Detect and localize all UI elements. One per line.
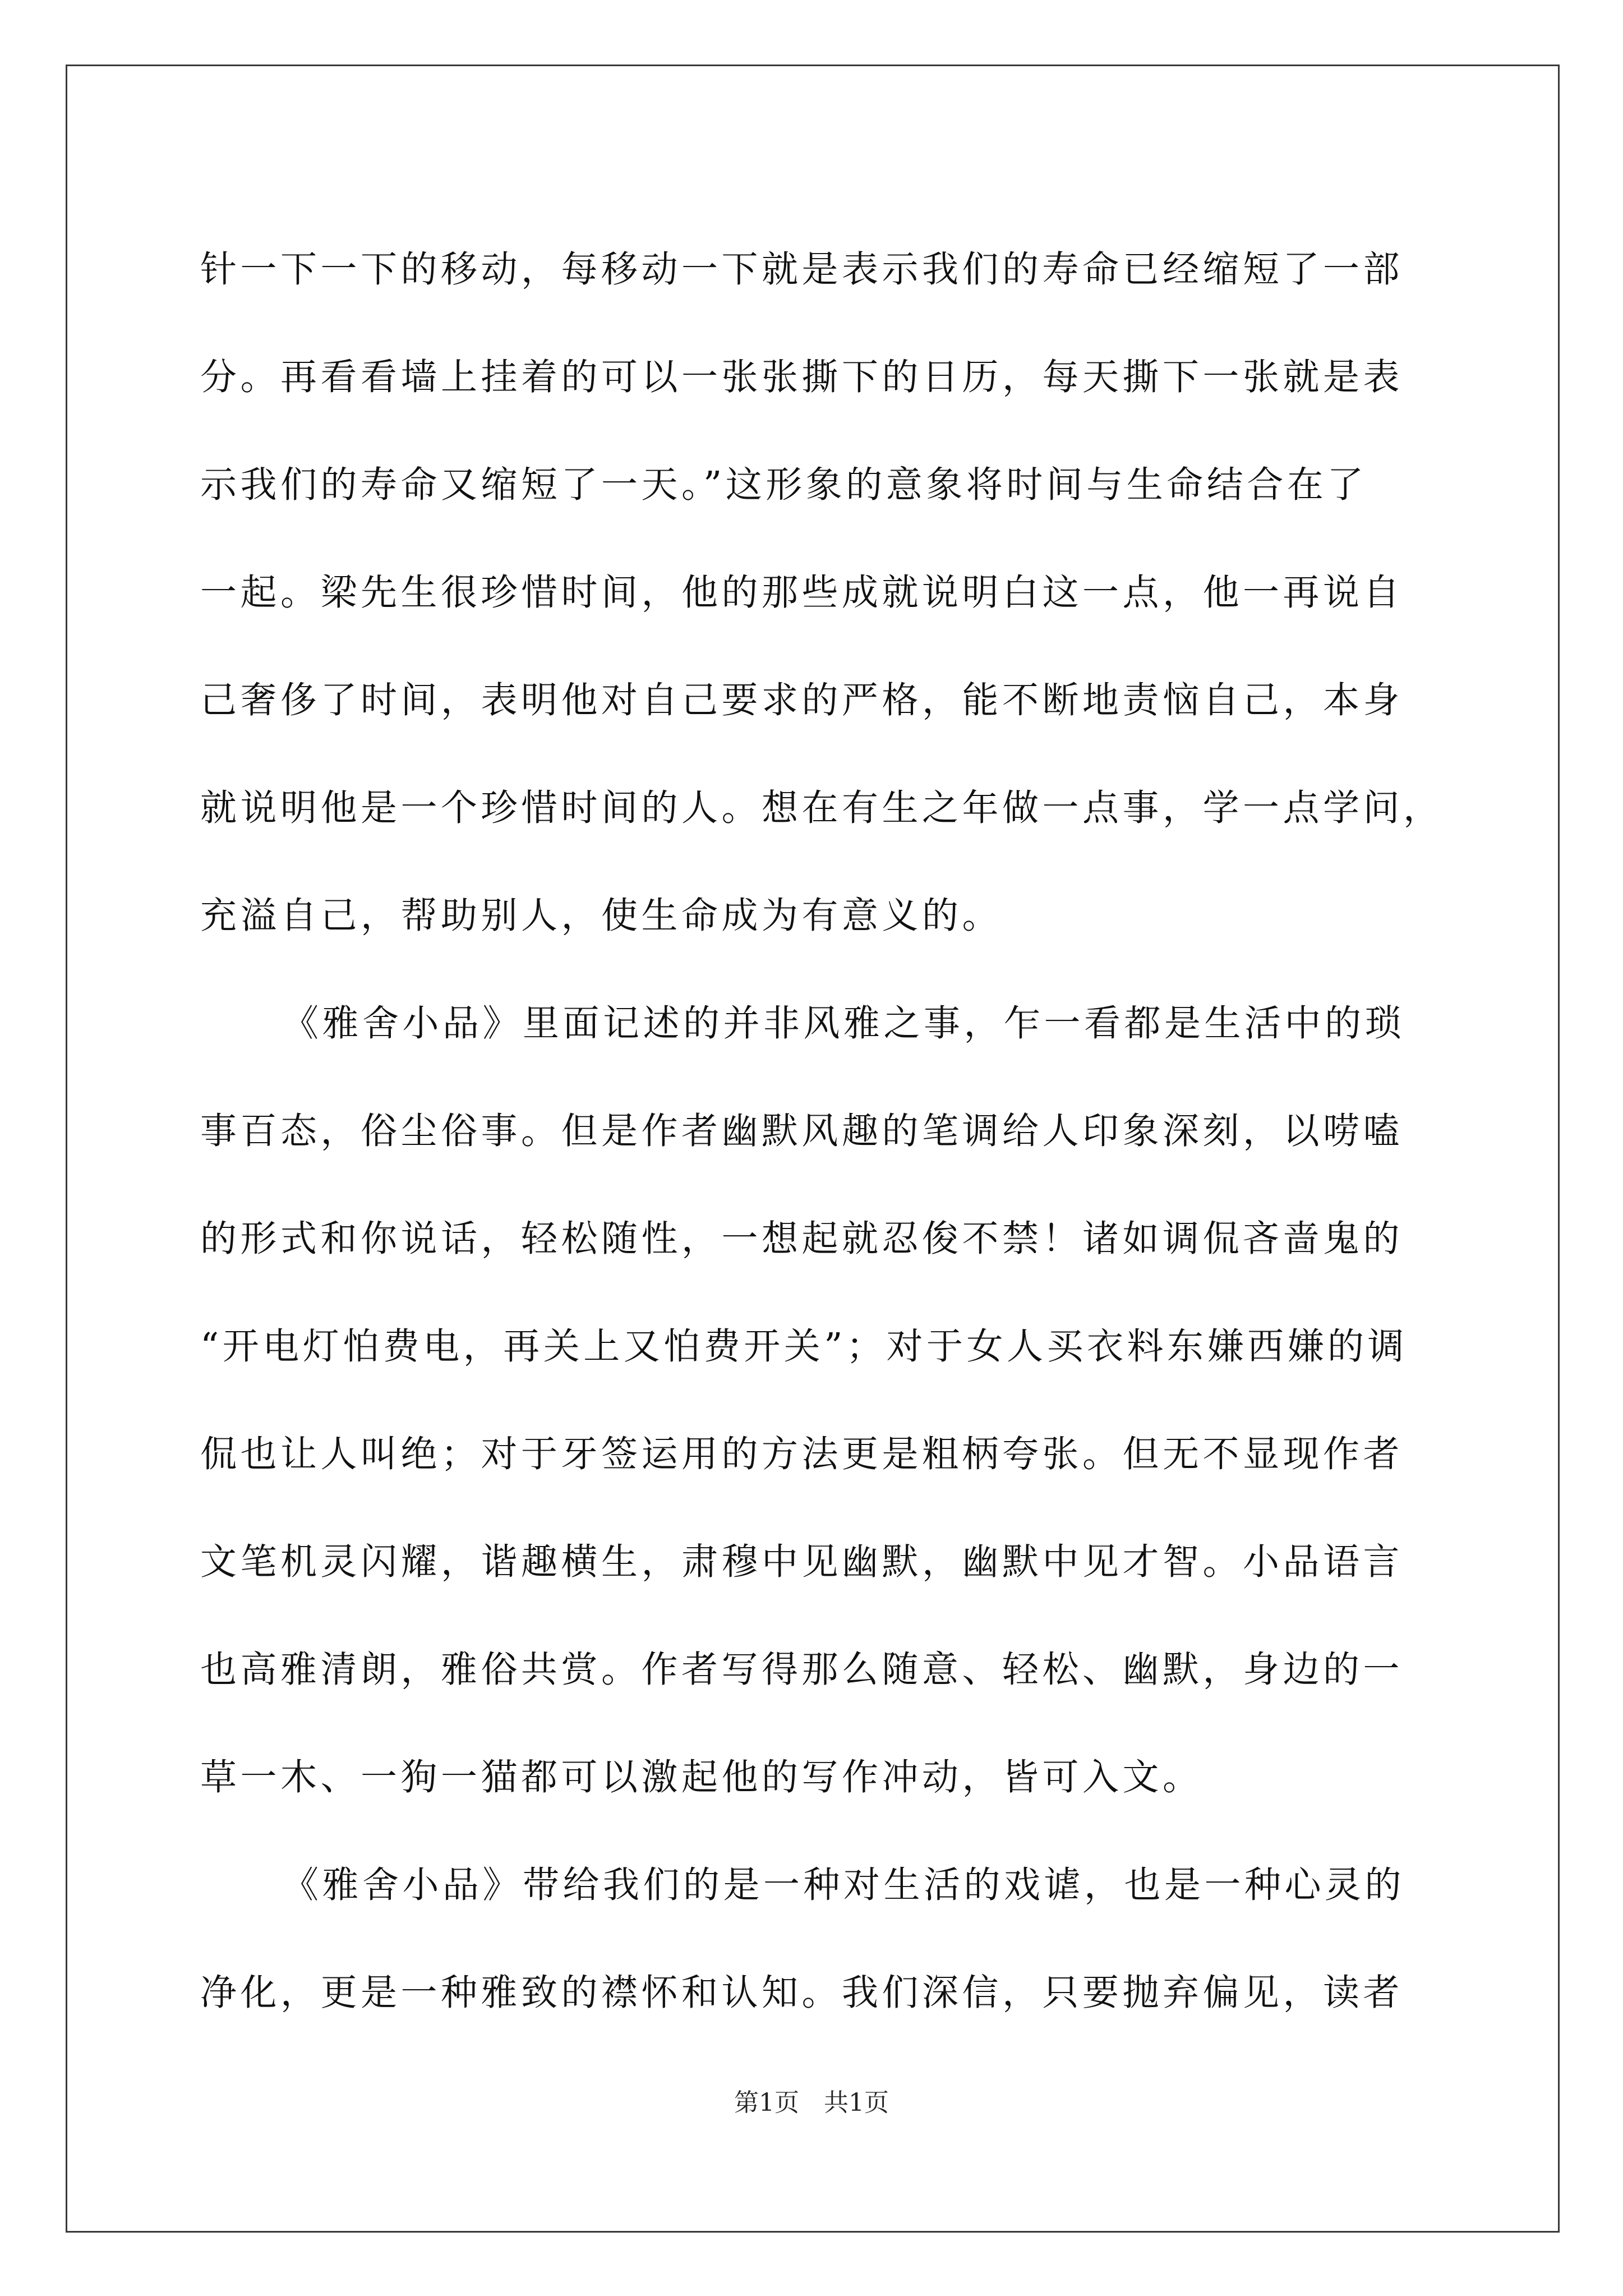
text-line: 草一木、一狗一猫都可以激起他的写作冲动，皆可入文。 <box>200 1756 1203 1798</box>
text-line: 针一下一下的移动，每移动一下就是表示我们的寿命已经缩短了一部 <box>200 249 1404 291</box>
text-line: 《雅舍小品》里面记述的并非风雅之事，乍一看都是生活中的琐 <box>282 1002 1405 1045</box>
text-line: 文笔机灵闪耀，谐趣横生，肃穆中见幽默，幽默中见才智。小品语言 <box>200 1541 1404 1583</box>
document-body <box>200 216 1444 2047</box>
text-line: 事百态，俗尘俗事。但是作者幽默风趣的笔调给人印象深刻，以唠嗑 <box>200 1110 1404 1152</box>
text-line: 的形式和你说话，轻松随性，一想起就忍俊不禁！诸如调侃吝啬鬼的 <box>200 1218 1404 1260</box>
page-number-footer: 第1页 共1页 <box>734 2088 889 2117</box>
text-line: 一起。梁先生很珍惜时间，他的那些成就说明白这一点，他一再说自 <box>200 572 1404 614</box>
text-line: 也高雅清朗，雅俗共赏。作者写得那么随意、轻松、幽默，身边的一 <box>200 1649 1404 1691</box>
text-line: 侃也让人叫绝；对于牙签运用的方法更是粗柄夸张。但无不显现作者 <box>200 1433 1404 1475</box>
text-line: 己奢侈了时间，表明他对自己要求的严格，能不断地责恼自己，本身 <box>200 679 1404 721</box>
text-line: 充溢自己，帮助别人，使生命成为有意义的。 <box>200 895 1003 937</box>
text-line: 就说明他是一个珍惜时间的人。想在有生之年做一点事，学一点学问， <box>200 787 1444 829</box>
text-line: 示我们的寿命又缩短了一天。”这形象的意象将时间与生命结合在了 <box>200 464 1367 506</box>
text-line: 净化，更是一种雅致的襟怀和认知。我们深信，只要抛弃偏见，读者 <box>200 1972 1404 2014</box>
text-line: “开电灯怕费电，再关上又怕费开关”；对于女人买衣料东嫌西嫌的调 <box>200 1326 1408 1368</box>
text-line: 《雅舍小品》带给我们的是一种对生活的戏谑，也是一种心灵的 <box>282 1864 1405 1906</box>
text-line: 分。再看看墙上挂着的可以一张张撕下的日历，每天撕下一张就是表 <box>200 356 1404 398</box>
